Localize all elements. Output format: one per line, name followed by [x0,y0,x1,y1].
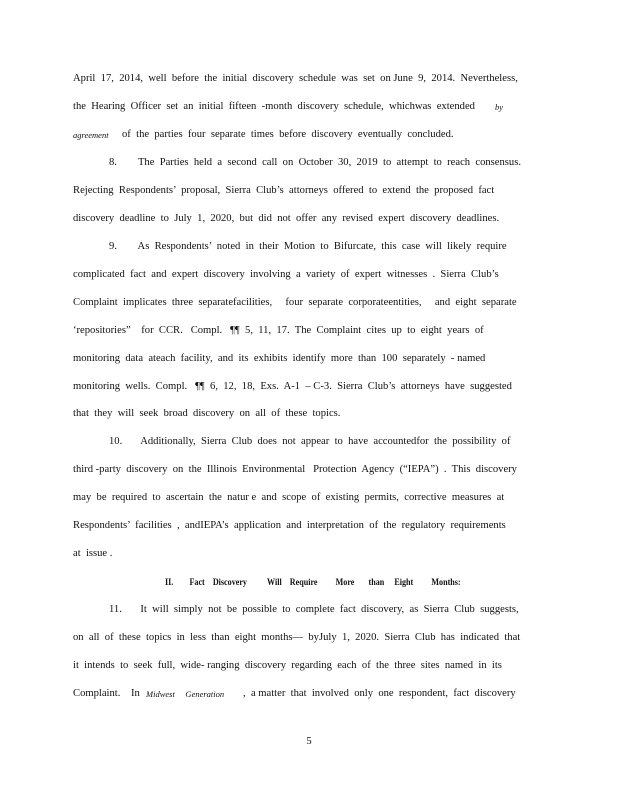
section-heading: II. Fact Discovery Will Require More than Eight Months: [165,577,461,587]
italic-text: agreement [73,130,109,140]
page-number: 5 [306,736,312,747]
text-line: Complaint implicates three separatefacilities, four separate corporateentities, and eight separate [73,297,517,308]
text-line: Complaint. In [73,688,140,699]
text-line: discovery deadline to July 1, 2020, but did not offer any revised expert discovery deadlines. [73,213,500,224]
text-line: third -party discovery on the Illinois Environmental Protection Agency (“IEPA”) . This discovery [73,464,517,475]
paragraph-line: 8. The Parties held a second call on October 30, 2019 to attempt to reach consensus. [109,157,521,168]
paragraph-line: 10. Additionally, Sierra Club does not appear to have accountedfor the possibility of [109,436,511,447]
text-line: monitoring data ateach facility, and its exhibits identify more than 100 separately - named [73,353,486,364]
italic-text: Midwest Generation [146,689,225,699]
text-line: monitoring wells. Compl. ¶¶ 6, 12, 18, Exs. A-1 – C-3. Sierra Club’s attorneys have suggested [73,381,512,392]
text-line: complicated fact and expert discovery involving a variety of expert witnesses . Sierra Club’s [73,269,499,280]
text-line: it intends to seek full, wide- ranging discovery regarding each of the three sites named in its [73,660,502,671]
text-line: Respondents’ facilities , andIEPA’s application and interpretation of the regulatory requirements [73,520,506,531]
text-line: of the parties four separate times before discovery eventually concluded. [122,129,454,140]
italic-text: by [495,102,504,112]
text-line: Rejecting Respondents’ proposal, Sierra Club’s attorneys offered to extend the proposed fact [73,185,495,196]
text-line: that they will seek broad discovery on all of these topics. [73,408,341,419]
text-line: the Hearing Officer set an initial fifteen -month discovery schedule, whichwas extended [73,101,475,112]
text-line: may be required to ascertain the natur e and scope of existing permits, corrective measures at [73,492,505,503]
text-line: at issue . [73,548,113,559]
paragraph-line: 9. As Respondents’ noted in their Motion to Bifurcate, this case will likely require [109,241,507,252]
text-line: April 17, 2014, well before the initial discovery schedule was set on June 9, 2014. Nevertheless, [73,73,518,84]
paragraph-line: 11. It will simply not be possible to complete fact discovery, as Sierra Club suggests, [109,604,519,615]
text-line: on all of these topics in less than eight months— byJuly 1, 2020. Sierra Club has indicated that [73,632,521,643]
text-line: ‘repositories” for CCR. Compl. ¶¶ 5, 11, 17. The Complaint cites up to eight years of [73,325,484,336]
text-line: , a matter that involved only one respondent, fact discovery [243,688,516,699]
